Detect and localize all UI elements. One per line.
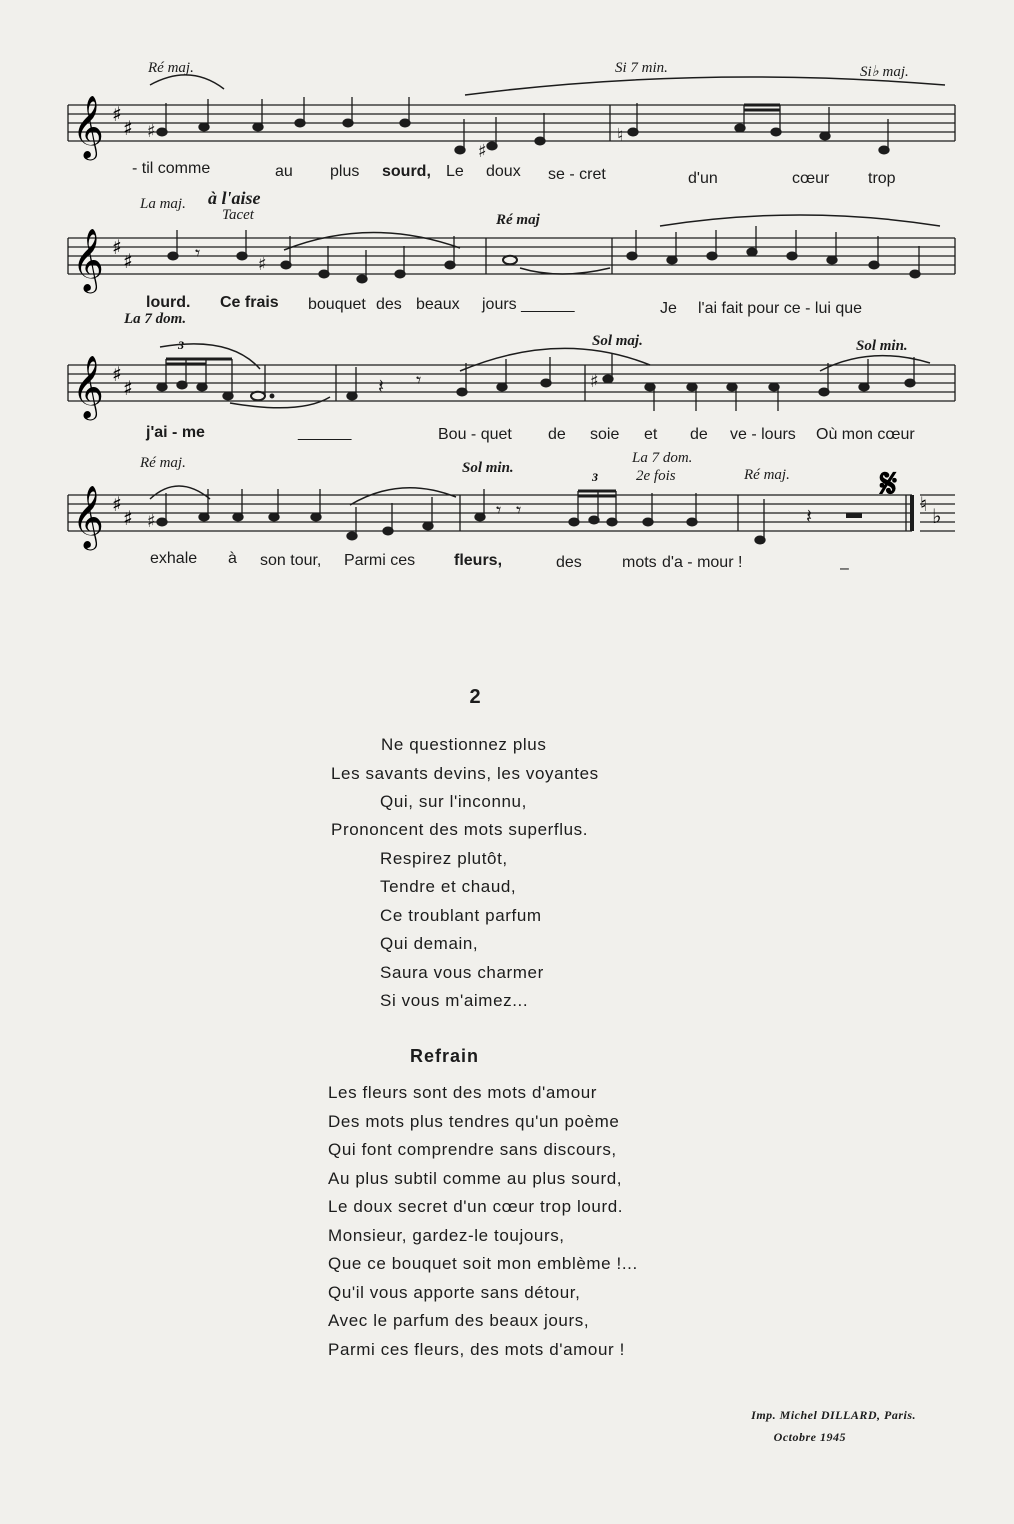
svg-text:𝄾: 𝄾 (496, 498, 502, 522)
lyric-syllable: Parmi ces (344, 552, 416, 569)
svg-text:♯: ♯ (147, 121, 156, 142)
svg-text:𝄾: 𝄾 (416, 368, 422, 392)
chord-label: Ré maj (496, 212, 540, 228)
lyric-syllable: cœur (792, 170, 830, 187)
refrain-line: Monsieur, gardez-le toujours, (328, 1226, 565, 1245)
svg-text:♯: ♯ (147, 511, 156, 532)
chord-label: Sol min. (856, 338, 908, 354)
chord-label: Ré maj. (148, 60, 194, 76)
lyric-syllable: exhale (150, 550, 198, 567)
verse-line: Ce troublant parfum (380, 906, 542, 925)
lyric-syllable: trop (868, 170, 896, 187)
lyric-syllable: lourd. (146, 294, 191, 311)
lyric-syllable: des (376, 296, 402, 313)
lyric-syllable: - til comme (132, 160, 211, 177)
svg-text:♯: ♯ (258, 254, 267, 275)
lyric-syllable: bouquet (308, 296, 366, 313)
svg-text:𝄞: 𝄞 (72, 355, 104, 418)
lyric-syllable: de (690, 426, 708, 443)
printer-credit: Imp. Michel DILLARD, Paris. (751, 1408, 916, 1422)
lyric-syllable: se - cret (548, 166, 606, 183)
treble-clef-icon: 𝄞 (72, 95, 104, 158)
refrain-title: Refrain (410, 1046, 480, 1066)
svg-text:3: 3 (592, 470, 598, 484)
svg-text:♯: ♯ (112, 362, 122, 386)
svg-text:♯: ♯ (112, 235, 122, 259)
refrain-line: Des mots plus tendres qu'un poème (328, 1112, 620, 1131)
chord-label: 2e fois (636, 468, 676, 484)
svg-text:♯: ♯ (123, 116, 133, 140)
svg-text:♭: ♭ (932, 504, 942, 528)
lyric-syllable: sourd, (382, 163, 431, 180)
lyric-syllable: Le (446, 163, 464, 180)
chord-label: Sol maj. (592, 333, 643, 349)
svg-text:♯: ♯ (123, 506, 133, 530)
lyric-syllable: Bou - quet (438, 426, 512, 443)
lyric-syllable: soie (590, 426, 620, 443)
segno-icon: 𝄋 (880, 460, 898, 507)
svg-text:♮: ♮ (920, 492, 928, 516)
verse-line: Les savants devins, les voyantes (331, 764, 599, 783)
verse-line: Prononcent des mots superflus. (331, 820, 589, 839)
svg-text:♯: ♯ (478, 141, 487, 162)
verse-line: Ne questionnez plus (381, 735, 547, 754)
lyric-syllable: d'a - mour ! (662, 554, 743, 571)
tempo-marking: à l'aise (208, 188, 261, 208)
lyric-syllable: Je (660, 300, 677, 317)
lyric-syllable: de (548, 426, 566, 443)
chord-label: Ré maj. (744, 467, 790, 483)
lyric-syllable: à (228, 550, 237, 567)
svg-text:𝄞: 𝄞 (72, 228, 104, 291)
verse-line: Si vous m'aimez... (380, 991, 529, 1010)
chord-label: La maj. (140, 196, 186, 212)
svg-text:♯: ♯ (590, 371, 599, 392)
chord-label: Sol min. (462, 460, 514, 476)
lyric-syllable: ve - lours (730, 426, 796, 443)
svg-text:𝄽: 𝄽 (806, 504, 813, 528)
lyric-syllable: l'ai fait pour ce - lui que (698, 300, 863, 317)
verse-number: 2 (469, 686, 481, 708)
lyric-syllable: jours ______ (482, 296, 575, 313)
refrain-line: Que ce bouquet soit mon emblème !... (328, 1254, 638, 1273)
chord-label: La 7 dom. (124, 311, 187, 327)
staff-1 (0, 95, 1014, 205)
lyric-syllable: – (840, 560, 849, 577)
triplet-marker: 3 (178, 338, 184, 352)
svg-text:♯: ♯ (112, 102, 122, 126)
lyric-syllable: beaux (416, 296, 460, 313)
refrain-line: Au plus subtil comme au plus sourd, (328, 1169, 623, 1188)
lyric-syllable: mots (622, 554, 657, 571)
verse-line: Saura vous charmer (380, 963, 544, 982)
svg-text:♯: ♯ (123, 249, 133, 273)
svg-text:𝄾: 𝄾 (516, 498, 522, 522)
svg-text:𝄾: 𝄾 (195, 241, 201, 265)
refrain-line: Avec le parfum des beaux jours, (328, 1311, 590, 1330)
lyric-syllable: d'un (688, 170, 718, 187)
lyric-syllable: au (275, 163, 293, 180)
chord-label: Ré maj. (140, 455, 186, 471)
refrain-line: Qu'il vous apporte sans détour, (328, 1283, 581, 1302)
lyric-syllable: doux (486, 163, 521, 180)
lyric-syllable: des (556, 554, 582, 571)
svg-text:♮: ♮ (617, 125, 624, 146)
lyric-syllable: et (644, 426, 658, 443)
refrain-line: Qui font comprendre sans discours, (328, 1140, 617, 1159)
lyric-syllable: plus (330, 163, 360, 180)
lyric-syllable: son tour, (260, 552, 322, 569)
lyric-syllable: Où mon cœur (816, 426, 915, 443)
verse-line: Qui, sur l'inconnu, (380, 792, 527, 811)
refrain-line: Le doux secret d'un cœur trop lourd. (328, 1197, 624, 1216)
svg-text:𝄽: 𝄽 (378, 374, 385, 398)
chord-label: Tacet (222, 207, 254, 223)
svg-text:♯: ♯ (112, 492, 122, 516)
lyric-syllable: Ce frais (220, 294, 279, 311)
chord-label: La 7 dom. (632, 450, 693, 466)
verse-line: Tendre et chaud, (380, 877, 517, 896)
lyric-syllable: j'ai - me (146, 424, 205, 441)
verse-line: Qui demain, (380, 934, 479, 953)
lyric-syllable: fleurs, (454, 552, 503, 569)
chord-label: Si♭ maj. (860, 64, 909, 80)
svg-text:♯: ♯ (123, 376, 133, 400)
lyric-syllable: ______ (298, 424, 352, 441)
svg-text:𝄞: 𝄞 (72, 485, 104, 548)
print-date: Octobre 1945 (773, 1430, 846, 1444)
refrain-line: Parmi ces fleurs, des mots d'amour ! (328, 1340, 625, 1359)
verse-line: Respirez plutôt, (380, 849, 508, 868)
refrain-line: Les fleurs sont des mots d'amour (328, 1083, 598, 1102)
chord-label: Si 7 min. (615, 60, 668, 76)
